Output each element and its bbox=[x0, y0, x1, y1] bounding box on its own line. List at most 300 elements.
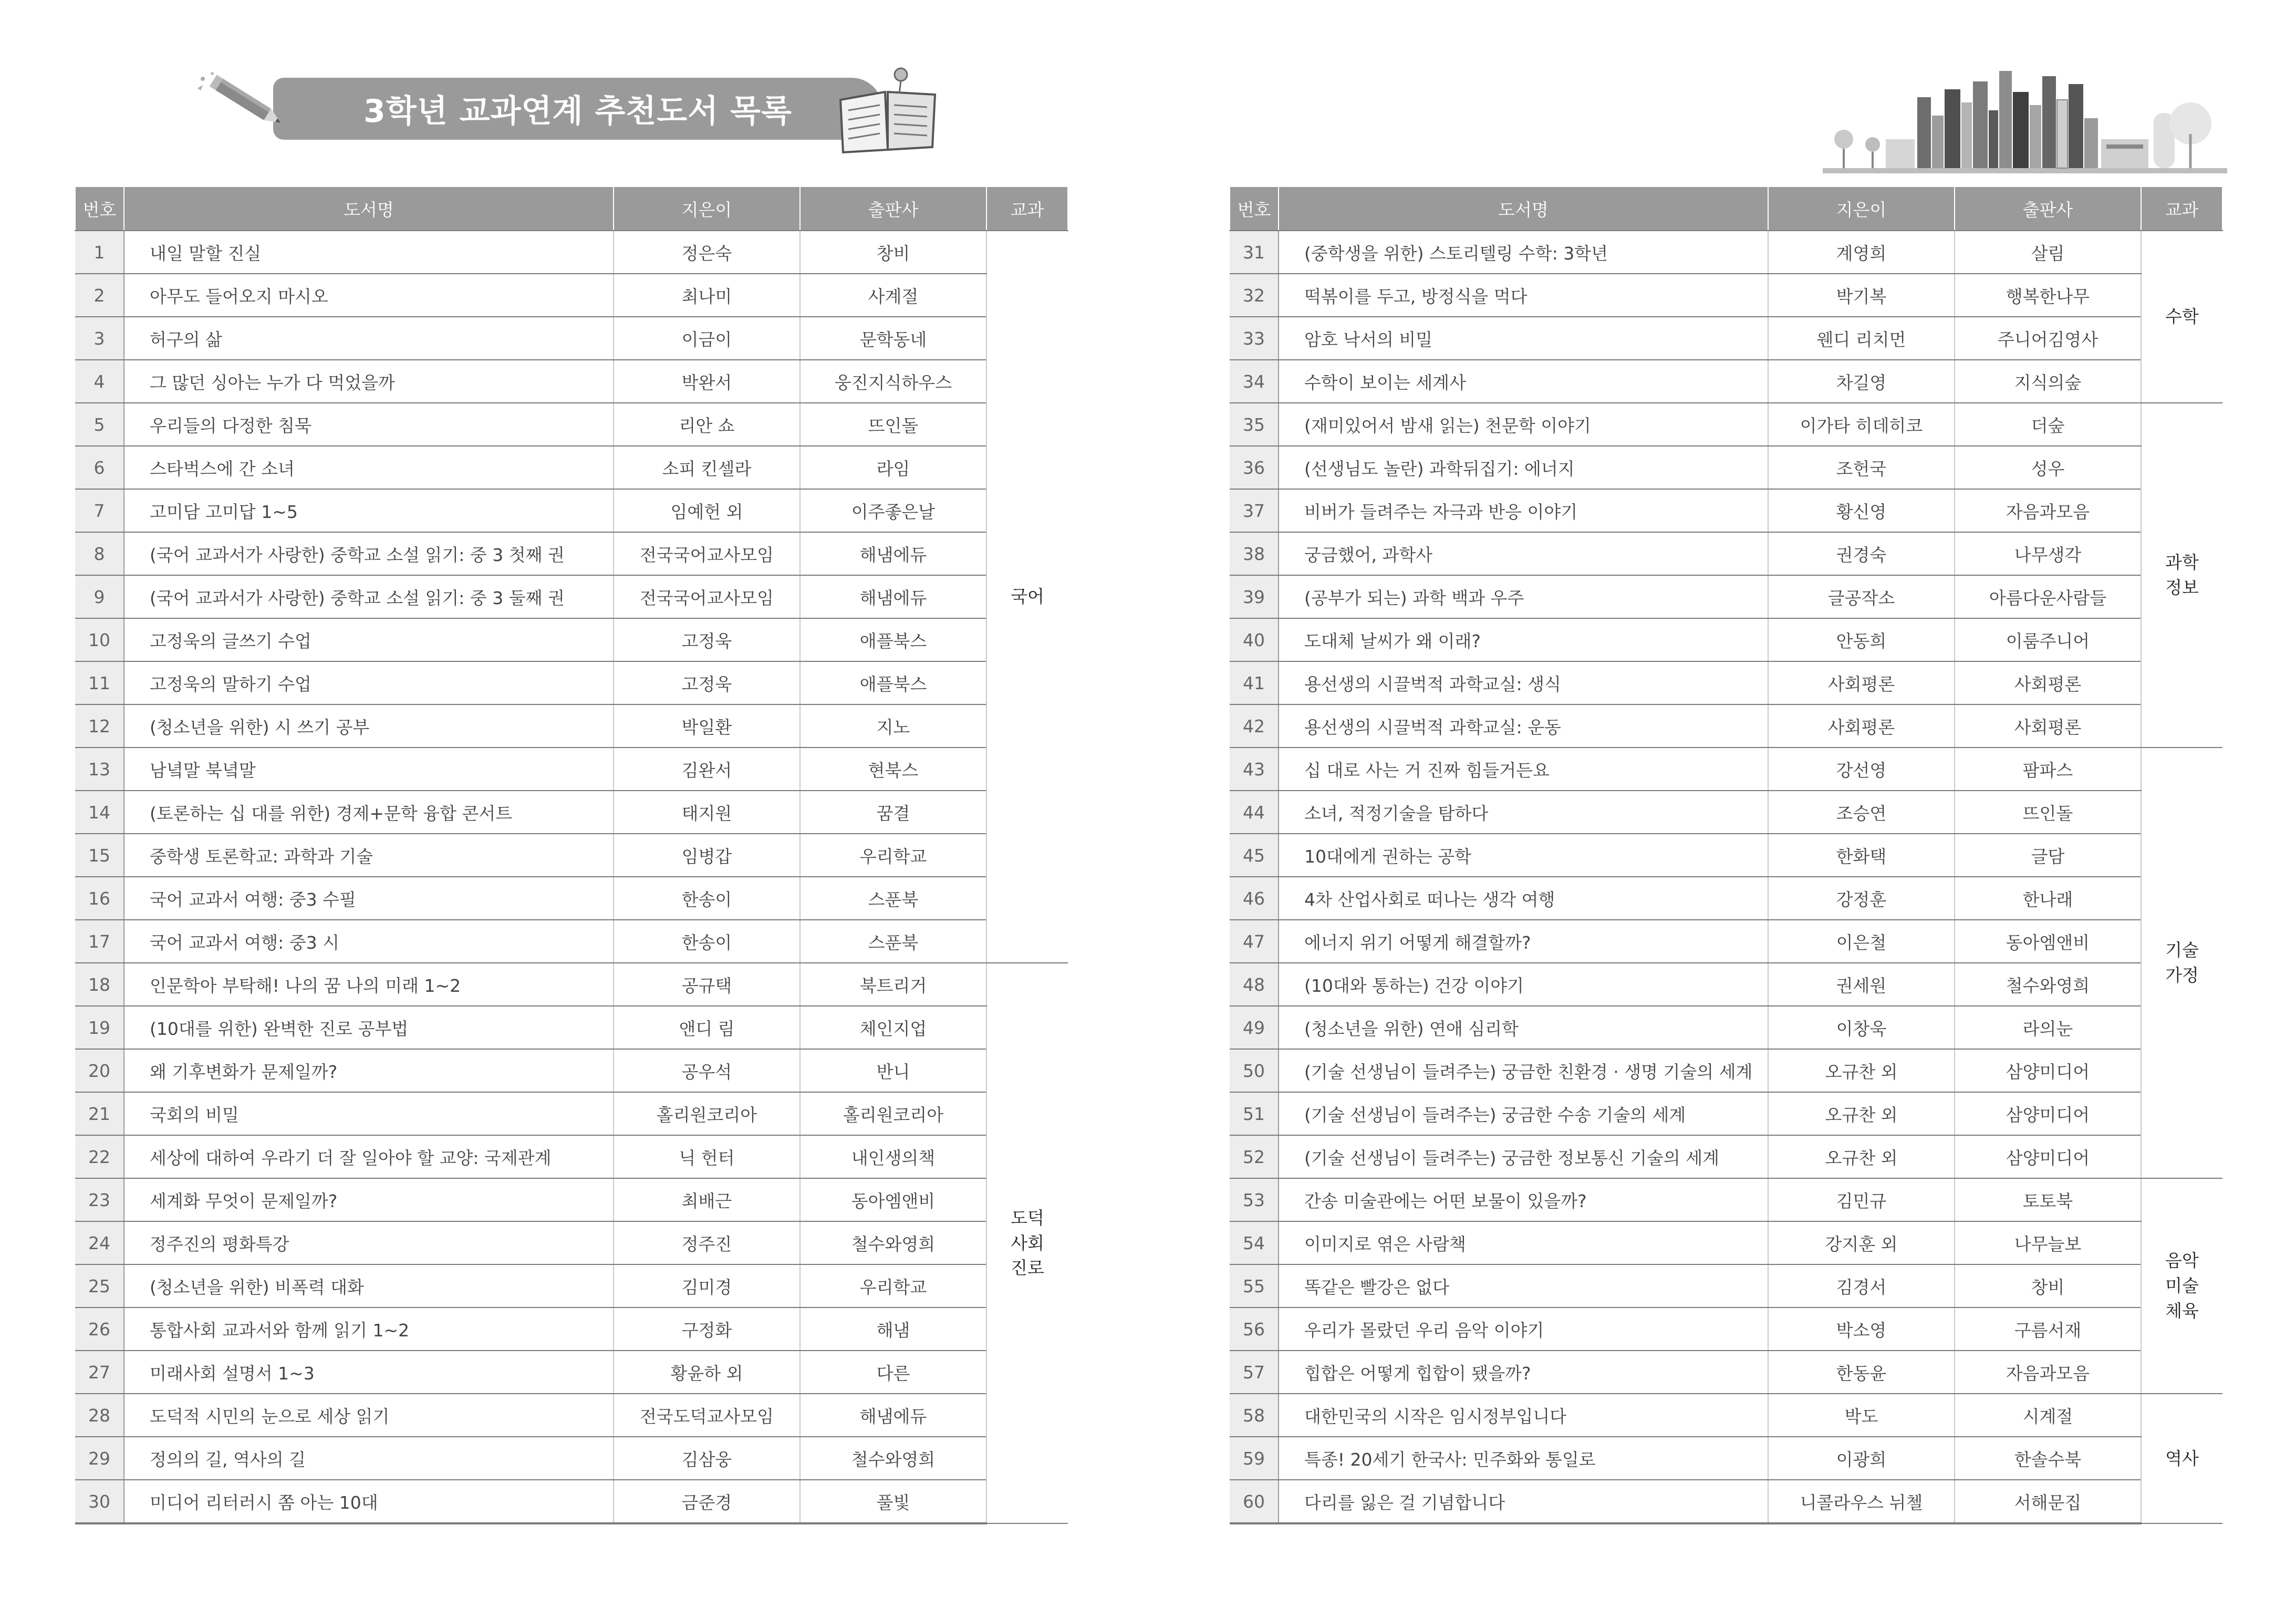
subject-group-label: 과학 정보 bbox=[2141, 403, 2222, 748]
book-number: 7 bbox=[75, 489, 124, 532]
book-title: (기술 선생님이 들려주는) 궁금한 정보통신 기술의 세계 bbox=[1279, 1135, 1768, 1178]
book-number: 55 bbox=[1230, 1264, 1279, 1307]
book-author: 박기복 bbox=[1768, 274, 1955, 317]
book-publisher: 행복한나무 bbox=[1955, 274, 2141, 317]
book-author: 사회평론 bbox=[1768, 661, 1955, 704]
book-author: 김경서 bbox=[1768, 1264, 1955, 1307]
book-author: 구정화 bbox=[614, 1307, 800, 1351]
book-title: 10대에게 권하는 공학 bbox=[1279, 834, 1768, 877]
book-publisher: 글담 bbox=[1955, 834, 2141, 877]
table-row bbox=[1230, 532, 2222, 575]
book-author: 박일환 bbox=[614, 704, 800, 748]
header-publisher: 출판사 bbox=[800, 187, 986, 231]
table-row bbox=[1230, 1437, 2222, 1480]
book-author: 임예헌 외 bbox=[614, 489, 800, 532]
book-author: 강정훈 bbox=[1768, 877, 1955, 920]
page-title: 3학년 교과연계 추천도서 목록 bbox=[363, 93, 792, 130]
book-author: 사회평론 bbox=[1768, 704, 1955, 748]
header-title: 도서명 bbox=[124, 187, 614, 231]
table-row bbox=[1230, 1049, 2222, 1092]
book-title: 허구의 삶 bbox=[124, 317, 614, 360]
book-title: 용선생의 시끌벅적 과학교실: 운동 bbox=[1279, 704, 1768, 748]
book-publisher: 더숲 bbox=[1955, 403, 2141, 446]
table-row bbox=[75, 1480, 1068, 1523]
table-row bbox=[75, 446, 1068, 489]
book-publisher: 지식의숲 bbox=[1955, 360, 2141, 403]
book-author: 이가타 히데히코 bbox=[1768, 403, 1955, 446]
book-author: 권세원 bbox=[1768, 963, 1955, 1006]
book-title: 궁금했어, 과학사 bbox=[1279, 532, 1768, 575]
book-author: 한화택 bbox=[1768, 834, 1955, 877]
table-row bbox=[1230, 446, 2222, 489]
book-number: 58 bbox=[1230, 1394, 1279, 1437]
book-list-table-left bbox=[75, 187, 1068, 1524]
book-publisher: 다른 bbox=[800, 1351, 986, 1394]
subject-group-label: 역사 bbox=[2141, 1394, 2222, 1523]
book-publisher: 스푼북 bbox=[800, 877, 986, 920]
table-row bbox=[1230, 403, 2222, 446]
bookshelf-illustration bbox=[1823, 60, 2227, 179]
book-title: (국어 교과서가 사랑한) 중학교 소설 읽기: 중 3 첫째 권 bbox=[124, 532, 614, 575]
page-title-banner bbox=[273, 78, 882, 140]
book-author: 닉 헌터 bbox=[614, 1135, 800, 1178]
book-author: 차길영 bbox=[1768, 360, 1955, 403]
book-title: 스타벅스에 간 소녀 bbox=[124, 446, 614, 489]
table-row bbox=[75, 231, 1068, 274]
book-author: 황윤하 외 bbox=[614, 1351, 800, 1394]
table-row bbox=[75, 1307, 1068, 1351]
book-number: 5 bbox=[75, 403, 124, 446]
book-publisher: 철수와영희 bbox=[800, 1437, 986, 1480]
book-number: 25 bbox=[75, 1264, 124, 1307]
table-row bbox=[75, 661, 1068, 704]
book-author: 강지훈 외 bbox=[1768, 1221, 1955, 1264]
book-title: 그 많던 싱아는 누가 다 먹었을까 bbox=[124, 360, 614, 403]
book-author: 이은철 bbox=[1768, 920, 1955, 963]
book-author: 이광희 bbox=[1768, 1437, 1955, 1480]
table-row bbox=[1230, 360, 2222, 403]
book-author: 박완서 bbox=[614, 360, 800, 403]
book-title: 도덕적 시민의 눈으로 세상 읽기 bbox=[124, 1394, 614, 1437]
header-title: 도서명 bbox=[1279, 187, 1768, 231]
book-title: 이미지로 엮은 사람책 bbox=[1279, 1221, 1768, 1264]
table-row bbox=[1230, 877, 2222, 920]
book-publisher: 동아엠앤비 bbox=[1955, 920, 2141, 963]
table-row bbox=[75, 834, 1068, 877]
book-title: (중학생을 위한) 스토리텔링 수학: 3학년 bbox=[1279, 231, 1768, 274]
book-publisher: 지노 bbox=[800, 704, 986, 748]
book-publisher: 뜨인돌 bbox=[800, 403, 986, 446]
book-number: 16 bbox=[75, 877, 124, 920]
subject-group-label: 도덕 사회 진로 bbox=[986, 963, 1068, 1523]
book-author: 김완서 bbox=[614, 748, 800, 791]
book-number: 28 bbox=[75, 1394, 124, 1437]
book-number: 50 bbox=[1230, 1049, 1279, 1092]
table-row bbox=[75, 360, 1068, 403]
book-title: (청소년을 위한) 시 쓰기 공부 bbox=[124, 704, 614, 748]
header-author: 지은이 bbox=[1768, 187, 1955, 231]
book-title: 간송 미술관에는 어떤 보물이 있을까? bbox=[1279, 1178, 1768, 1221]
book-title: 우리가 몰랐던 우리 음악 이야기 bbox=[1279, 1307, 1768, 1351]
book-author: 황신영 bbox=[1768, 489, 1955, 532]
book-number: 17 bbox=[75, 920, 124, 963]
book-number: 45 bbox=[1230, 834, 1279, 877]
book-publisher: 동아엠앤비 bbox=[800, 1178, 986, 1221]
book-publisher: 애플북스 bbox=[800, 618, 986, 661]
book-title: 내일 말할 진실 bbox=[124, 231, 614, 274]
book-publisher: 홀리원코리아 bbox=[800, 1092, 986, 1135]
book-number: 53 bbox=[1230, 1178, 1279, 1221]
book-publisher: 현북스 bbox=[800, 748, 986, 791]
header-publisher: 출판사 bbox=[1955, 187, 2141, 231]
book-number: 27 bbox=[75, 1351, 124, 1394]
book-title: 중학생 토론학교: 과학과 기술 bbox=[124, 834, 614, 877]
book-title: (기술 선생님이 들려주는) 궁금한 수송 기술의 세계 bbox=[1279, 1092, 1768, 1135]
book-number: 23 bbox=[75, 1178, 124, 1221]
book-title: 국회의 비밀 bbox=[124, 1092, 614, 1135]
book-publisher: 토토북 bbox=[1955, 1178, 2141, 1221]
subject-group-label: 국어 bbox=[986, 231, 1068, 963]
book-title: (기술 선생님이 들려주는) 궁금한 친환경 · 생명 기술의 세계 bbox=[1279, 1049, 1768, 1092]
book-publisher: 라임 bbox=[800, 446, 986, 489]
book-author: 조헌국 bbox=[1768, 446, 1955, 489]
table-row bbox=[1230, 1307, 2222, 1351]
book-publisher: 사회평론 bbox=[1955, 704, 2141, 748]
book-title: 에너지 위기 어떻게 해결할까? bbox=[1279, 920, 1768, 963]
table-row bbox=[1230, 704, 2222, 748]
table-header-row bbox=[75, 187, 1068, 231]
book-publisher: 체인지업 bbox=[800, 1006, 986, 1049]
book-publisher: 이룸주니어 bbox=[1955, 618, 2141, 661]
book-author: 안동희 bbox=[1768, 618, 1955, 661]
open-book-icon bbox=[835, 63, 940, 158]
header-subject: 교과 bbox=[986, 187, 1068, 231]
book-publisher: 삼양미디어 bbox=[1955, 1135, 2141, 1178]
table-row bbox=[1230, 231, 2222, 274]
book-number: 43 bbox=[1230, 748, 1279, 791]
table-row bbox=[75, 532, 1068, 575]
table-row bbox=[75, 920, 1068, 963]
book-number: 20 bbox=[75, 1049, 124, 1092]
book-number: 56 bbox=[1230, 1307, 1279, 1351]
book-number: 39 bbox=[1230, 575, 1279, 618]
book-number: 34 bbox=[1230, 360, 1279, 403]
book-author: 박도 bbox=[1768, 1394, 1955, 1437]
table-row bbox=[1230, 575, 2222, 618]
book-publisher: 시계절 bbox=[1955, 1394, 2141, 1437]
book-author: 조승연 bbox=[1768, 791, 1955, 834]
book-number: 12 bbox=[75, 704, 124, 748]
table-row bbox=[75, 618, 1068, 661]
book-publisher: 팜파스 bbox=[1955, 748, 2141, 791]
book-publisher: 창비 bbox=[800, 231, 986, 274]
table-row bbox=[1230, 274, 2222, 317]
book-publisher: 아름다운사람들 bbox=[1955, 575, 2141, 618]
book-number: 1 bbox=[75, 231, 124, 274]
book-publisher: 해냄에듀 bbox=[800, 532, 986, 575]
book-number: 36 bbox=[1230, 446, 1279, 489]
book-number: 29 bbox=[75, 1437, 124, 1480]
book-publisher: 문학동네 bbox=[800, 317, 986, 360]
book-publisher: 내인생의책 bbox=[800, 1135, 986, 1178]
book-author: 공규택 bbox=[614, 963, 800, 1006]
book-title: 고정욱의 글쓰기 수업 bbox=[124, 618, 614, 661]
table-row bbox=[75, 489, 1068, 532]
book-author: 이금이 bbox=[614, 317, 800, 360]
table-row bbox=[1230, 834, 2222, 877]
book-publisher: 한나래 bbox=[1955, 877, 2141, 920]
book-title: 비버가 들려주는 자극과 반응 이야기 bbox=[1279, 489, 1768, 532]
book-number: 52 bbox=[1230, 1135, 1279, 1178]
book-number: 26 bbox=[75, 1307, 124, 1351]
subject-group-label: 수학 bbox=[2141, 231, 2222, 403]
table-row bbox=[1230, 1135, 2222, 1178]
book-author: 임병갑 bbox=[614, 834, 800, 877]
book-publisher: 라의눈 bbox=[1955, 1006, 2141, 1049]
book-publisher: 구름서재 bbox=[1955, 1307, 2141, 1351]
table-row bbox=[75, 1049, 1068, 1092]
book-publisher: 우리학교 bbox=[800, 1264, 986, 1307]
book-author: 고정욱 bbox=[614, 661, 800, 704]
book-author: 오규찬 외 bbox=[1768, 1135, 1955, 1178]
book-title: (청소년을 위한) 비폭력 대화 bbox=[124, 1264, 614, 1307]
table-row bbox=[75, 963, 1068, 1006]
book-publisher: 창비 bbox=[1955, 1264, 2141, 1307]
book-number: 8 bbox=[75, 532, 124, 575]
book-number: 11 bbox=[75, 661, 124, 704]
pencil-icon bbox=[193, 67, 293, 130]
table-row bbox=[1230, 661, 2222, 704]
book-title: 세계화 무엇이 문제일까? bbox=[124, 1178, 614, 1221]
book-title: 십 대로 사는 거 진짜 힘들거든요 bbox=[1279, 748, 1768, 791]
book-publisher: 살림 bbox=[1955, 231, 2141, 274]
book-author: 고정욱 bbox=[614, 618, 800, 661]
book-title: 수학이 보이는 세계사 bbox=[1279, 360, 1768, 403]
book-title: 정의의 길, 역사의 길 bbox=[124, 1437, 614, 1480]
book-number: 22 bbox=[75, 1135, 124, 1178]
book-title: 특종! 20세기 한국사: 민주화와 통일로 bbox=[1279, 1437, 1768, 1480]
book-title: 소녀, 적정기술을 탐하다 bbox=[1279, 791, 1768, 834]
book-number: 44 bbox=[1230, 791, 1279, 834]
book-title: 똑같은 빨강은 없다 bbox=[1279, 1264, 1768, 1307]
book-title: 대한민국의 시작은 임시정부입니다 bbox=[1279, 1394, 1768, 1437]
table-row bbox=[1230, 618, 2222, 661]
subject-group-label: 음악 미술 체육 bbox=[2141, 1178, 2222, 1394]
table-row bbox=[75, 403, 1068, 446]
book-publisher: 사계절 bbox=[800, 274, 986, 317]
book-author: 한송이 bbox=[614, 877, 800, 920]
table-row bbox=[1230, 489, 2222, 532]
book-publisher: 철수와영희 bbox=[800, 1221, 986, 1264]
table-header-row bbox=[1230, 187, 2222, 231]
book-title: 남녘말 북녘말 bbox=[124, 748, 614, 791]
header-number: 번호 bbox=[1230, 187, 1279, 231]
book-publisher: 사회평론 bbox=[1955, 661, 2141, 704]
book-number: 46 bbox=[1230, 877, 1279, 920]
book-author: 공우석 bbox=[614, 1049, 800, 1092]
table-row bbox=[75, 1394, 1068, 1437]
book-number: 24 bbox=[75, 1221, 124, 1264]
book-publisher: 삼양미디어 bbox=[1955, 1092, 2141, 1135]
book-publisher: 웅진지식하우스 bbox=[800, 360, 986, 403]
book-number: 18 bbox=[75, 963, 124, 1006]
table-row bbox=[75, 575, 1068, 618]
book-publisher: 우리학교 bbox=[800, 834, 986, 877]
book-number: 4 bbox=[75, 360, 124, 403]
book-author: 앤디 림 bbox=[614, 1006, 800, 1049]
book-title: (10대를 위한) 완벽한 진로 공부법 bbox=[124, 1006, 614, 1049]
book-publisher: 서해문집 bbox=[1955, 1480, 2141, 1523]
book-title: 고미담 고미답 1~5 bbox=[124, 489, 614, 532]
book-title: 다리를 잃은 걸 기념합니다 bbox=[1279, 1480, 1768, 1523]
book-number: 19 bbox=[75, 1006, 124, 1049]
book-title: 미디어 리터러시 쫌 아는 10대 bbox=[124, 1480, 614, 1523]
book-author: 글공작소 bbox=[1768, 575, 1955, 618]
book-number: 49 bbox=[1230, 1006, 1279, 1049]
book-author: 홀리원코리아 bbox=[614, 1092, 800, 1135]
book-number: 6 bbox=[75, 446, 124, 489]
header-subject: 교과 bbox=[2141, 187, 2222, 231]
book-number: 42 bbox=[1230, 704, 1279, 748]
book-title: 떡볶이를 두고, 방정식을 먹다 bbox=[1279, 274, 1768, 317]
book-title: 세상에 대하여 우라기 더 잘 일아야 할 교양: 국제관계 bbox=[124, 1135, 614, 1178]
book-title: 국어 교과서 여행: 중3 수필 bbox=[124, 877, 614, 920]
table-row bbox=[1230, 1092, 2222, 1135]
book-author: 정주진 bbox=[614, 1221, 800, 1264]
book-number: 21 bbox=[75, 1092, 124, 1135]
table-row bbox=[1230, 963, 2222, 1006]
book-author: 오규찬 외 bbox=[1768, 1049, 1955, 1092]
book-publisher: 애플북스 bbox=[800, 661, 986, 704]
book-author: 전국국어교사모임 bbox=[614, 532, 800, 575]
table-row bbox=[1230, 1221, 2222, 1264]
table-row bbox=[75, 791, 1068, 834]
book-title: 우리들의 다정한 침묵 bbox=[124, 403, 614, 446]
book-author: 정은숙 bbox=[614, 231, 800, 274]
book-publisher: 나무생각 bbox=[1955, 532, 2141, 575]
book-number: 30 bbox=[75, 1480, 124, 1523]
book-author: 오규찬 외 bbox=[1768, 1092, 1955, 1135]
book-title: 아무도 들어오지 마시오 bbox=[124, 274, 614, 317]
book-title: 힙합은 어떻게 힙합이 됐을까? bbox=[1279, 1351, 1768, 1394]
book-number: 9 bbox=[75, 575, 124, 618]
book-publisher: 스푼북 bbox=[800, 920, 986, 963]
book-author: 강선영 bbox=[1768, 748, 1955, 791]
book-author: 김삼웅 bbox=[614, 1437, 800, 1480]
book-number: 32 bbox=[1230, 274, 1279, 317]
book-author: 계영희 bbox=[1768, 231, 1955, 274]
table-row bbox=[1230, 317, 2222, 360]
book-author: 이창욱 bbox=[1768, 1006, 1955, 1049]
book-publisher: 해냄에듀 bbox=[800, 575, 986, 618]
table-row bbox=[1230, 1178, 2222, 1221]
subject-group-label: 기술 가정 bbox=[2141, 748, 2222, 1178]
table-row bbox=[75, 1351, 1068, 1394]
book-number: 54 bbox=[1230, 1221, 1279, 1264]
book-publisher: 이주좋은날 bbox=[800, 489, 986, 532]
book-publisher: 풀빛 bbox=[800, 1480, 986, 1523]
book-publisher: 삼양미디어 bbox=[1955, 1049, 2141, 1092]
book-number: 57 bbox=[1230, 1351, 1279, 1394]
book-list-table-right bbox=[1229, 187, 2223, 1524]
book-publisher: 반니 bbox=[800, 1049, 986, 1092]
book-number: 14 bbox=[75, 791, 124, 834]
book-author: 니콜라우스 뉘첼 bbox=[1768, 1480, 1955, 1523]
book-publisher: 꿈결 bbox=[800, 791, 986, 834]
book-publisher: 자음과모음 bbox=[1955, 1351, 2141, 1394]
table-row bbox=[1230, 1351, 2222, 1394]
book-publisher: 해냄 bbox=[800, 1307, 986, 1351]
book-title: (선생님도 놀란) 과학뒤집기: 에너지 bbox=[1279, 446, 1768, 489]
book-author: 한송이 bbox=[614, 920, 800, 963]
book-author: 최나미 bbox=[614, 274, 800, 317]
book-number: 35 bbox=[1230, 403, 1279, 446]
book-title: 4차 산업사회로 떠나는 생각 여행 bbox=[1279, 877, 1768, 920]
book-title: (공부가 되는) 과학 백과 우주 bbox=[1279, 575, 1768, 618]
book-author: 김미경 bbox=[614, 1264, 800, 1307]
table-row bbox=[75, 1135, 1068, 1178]
book-title: 정주진의 평화특강 bbox=[124, 1221, 614, 1264]
book-publisher: 철수와영희 bbox=[1955, 963, 2141, 1006]
book-number: 10 bbox=[75, 618, 124, 661]
book-author: 태지원 bbox=[614, 791, 800, 834]
book-title: 통합사회 교과서와 함께 읽기 1~2 bbox=[124, 1307, 614, 1351]
book-number: 37 bbox=[1230, 489, 1279, 532]
book-publisher: 북트리거 bbox=[800, 963, 986, 1006]
header-author: 지은이 bbox=[614, 187, 800, 231]
book-title: 도대체 날씨가 왜 이래? bbox=[1279, 618, 1768, 661]
book-author: 한동윤 bbox=[1768, 1351, 1955, 1394]
table-row bbox=[1230, 1264, 2222, 1307]
book-number: 40 bbox=[1230, 618, 1279, 661]
table-row bbox=[1230, 1480, 2222, 1523]
book-author: 전국국어교사모임 bbox=[614, 575, 800, 618]
book-author: 소피 킨셀라 bbox=[614, 446, 800, 489]
book-number: 41 bbox=[1230, 661, 1279, 704]
table-row bbox=[75, 1178, 1068, 1221]
book-number: 59 bbox=[1230, 1437, 1279, 1480]
book-author: 전국도덕교사모임 bbox=[614, 1394, 800, 1437]
book-title: (청소년을 위한) 연애 심리학 bbox=[1279, 1006, 1768, 1049]
table-row bbox=[1230, 748, 2222, 791]
table-row bbox=[75, 1092, 1068, 1135]
book-title: (10대와 통하는) 건강 이야기 bbox=[1279, 963, 1768, 1006]
book-title: 용선생의 시끌벅적 과학교실: 생식 bbox=[1279, 661, 1768, 704]
book-publisher: 자음과모음 bbox=[1955, 489, 2141, 532]
book-number: 3 bbox=[75, 317, 124, 360]
book-publisher: 해냄에듀 bbox=[800, 1394, 986, 1437]
book-title: 인문학아 부탁해! 나의 꿈 나의 미래 1~2 bbox=[124, 963, 614, 1006]
book-author: 박소영 bbox=[1768, 1307, 1955, 1351]
book-publisher: 성우 bbox=[1955, 446, 2141, 489]
book-number: 60 bbox=[1230, 1480, 1279, 1523]
table-row bbox=[1230, 920, 2222, 963]
book-title: (재미있어서 밤새 읽는) 천문학 이야기 bbox=[1279, 403, 1768, 446]
book-publisher: 뜨인돌 bbox=[1955, 791, 2141, 834]
table-row bbox=[1230, 1006, 2222, 1049]
book-number: 51 bbox=[1230, 1092, 1279, 1135]
book-number: 15 bbox=[75, 834, 124, 877]
table-row bbox=[75, 1221, 1068, 1264]
book-publisher: 주니어김영사 bbox=[1955, 317, 2141, 360]
book-author: 김민규 bbox=[1768, 1178, 1955, 1221]
table-row bbox=[1230, 791, 2222, 834]
book-author: 웬디 리치먼 bbox=[1768, 317, 1955, 360]
book-title: 미래사회 설명서 1~3 bbox=[124, 1351, 614, 1394]
book-number: 31 bbox=[1230, 231, 1279, 274]
book-author: 리안 쇼 bbox=[614, 403, 800, 446]
table-row bbox=[75, 704, 1068, 748]
